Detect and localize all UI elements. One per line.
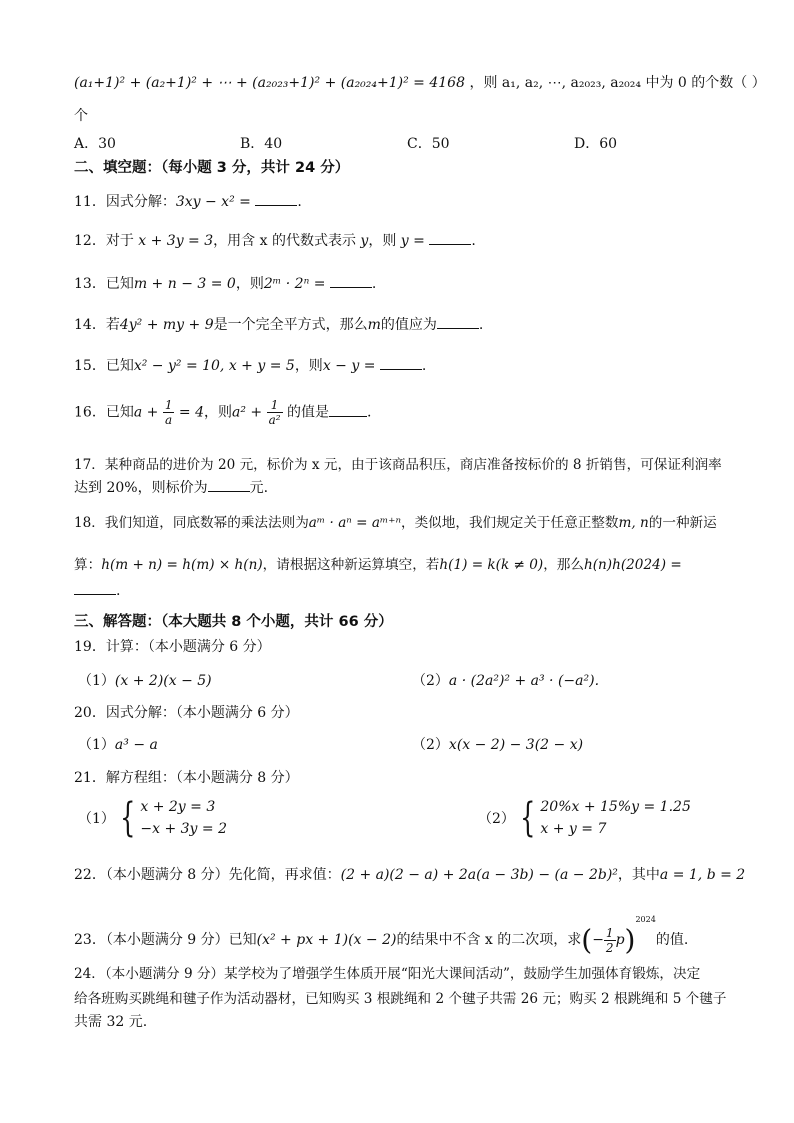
q18-text: 18．我们知道，同底数幂的乘法法则为 — [74, 515, 309, 531]
q12-text2: ，则 — [368, 233, 401, 249]
question-24-line2: 给各班购买跳绳和毽子作为活动器材，已知购买 3 根跳绳和 2 个毽子共需 26 元；购买 2 根跳绳和 5 个毽子 — [74, 991, 727, 1007]
q18-text4: 算： — [74, 557, 102, 573]
q15-expression: x² − y² = 10, x + y = 5 — [133, 358, 295, 374]
q18-vars: m, n — [618, 515, 649, 531]
q23-frac-num: 1 — [605, 925, 614, 940]
q16-prefix: 16．已知 — [74, 404, 134, 421]
q22-expression: (2 + a)(2 − a) + 2a(a − 3b) − (a − 2b)² — [340, 867, 618, 883]
q13-expression2: 2ᵐ · 2ⁿ = — [263, 276, 326, 292]
q17-answer-blank[interactable] — [208, 477, 250, 492]
question-14 — [74, 314, 483, 334]
q22-condition: a = 1, b = 2 — [659, 867, 746, 883]
q20-p2-label: （2） — [412, 737, 449, 753]
q18-text5: ，请根据这种新运算填空，若 — [262, 557, 440, 573]
q18-rule: aᵐ · aⁿ = aᵐ⁺ⁿ — [308, 515, 401, 531]
q20-p2-expression: x(x − 2) − 3(2 − x) — [448, 737, 584, 753]
question-15 — [74, 355, 426, 375]
q15-period: . — [421, 358, 427, 374]
q15-expression2: x − y = — [322, 358, 376, 374]
q15-answer-blank[interactable] — [380, 355, 422, 370]
q16-period: . — [367, 404, 372, 421]
q19-part2 — [412, 670, 599, 690]
q18-condition: h(1) = k(k ≠ 0) — [439, 557, 544, 573]
q23-minus: − — [592, 932, 604, 948]
q23-text2: 的结果中不含 x 的二次项，求 — [396, 932, 582, 948]
q23-paren-close: ) — [624, 923, 636, 957]
q19-p2-expression: a · (2a²)² + a³ · (−a²). — [448, 673, 600, 689]
q21-p1-eq1: x + 2y = 3 — [140, 799, 216, 815]
q12-expression2: y = — [400, 233, 425, 249]
q10-expression: (a₁+1)² + (a₂+1)² + ⋯ + (a₂₀₂₃+1)² + (a₂₀₂₄+1)² = 4168 — [74, 75, 465, 91]
q16-expr-a: a + — [133, 404, 159, 421]
q14-period: . — [478, 317, 484, 333]
q23-paren-open: ( — [581, 923, 593, 957]
q23-expression: (x² + px + 1)(x − 2) — [256, 932, 397, 948]
q18-text2: ，类似地，我们规定关于任意正整数 — [400, 515, 619, 531]
q23-tail: 的值. — [655, 932, 689, 948]
question-18-line2 — [74, 553, 682, 573]
q13-expression: m + n − 3 = 0 — [133, 276, 236, 292]
question-16 — [74, 398, 371, 427]
q21-p2-brace: { — [520, 795, 536, 841]
q10-line — [74, 72, 766, 92]
question-24-line3: 共需 32 元. — [74, 1014, 148, 1030]
q10-wrap: 个 — [74, 108, 88, 124]
q19-part1 — [78, 670, 212, 690]
q21-p1-label: （1） — [78, 811, 115, 827]
q14-text: 是一个完全平方式，那么 — [213, 317, 368, 333]
q20-part2 — [412, 734, 583, 754]
question-12 — [74, 230, 476, 250]
q16-frac1-num: 1 — [164, 398, 173, 412]
q16-fraction-1 — [163, 398, 175, 427]
q13-answer-blank[interactable] — [330, 273, 372, 288]
q12-expression: x + 3y = 3 — [138, 233, 214, 249]
q21-p2-eq1: 20%x + 15%y = 1.25 — [540, 799, 691, 815]
q16-text2: 的值是 — [287, 404, 330, 421]
q10-option-a: A．30 — [74, 136, 116, 152]
q16-text: ，则 — [204, 404, 232, 421]
q13-period: . — [371, 276, 377, 292]
q10-option-b: B．40 — [240, 136, 283, 152]
q12-text: ，用含 x 的代数式表示 — [213, 233, 361, 249]
q16-frac1-den: a — [165, 413, 173, 427]
q20-part1 — [78, 734, 158, 754]
q21-p1-eq2: −x + 3y = 2 — [140, 821, 227, 837]
question-24-line1: 24．（本小题满分 9 分）某学校为了增强学生体质开展“阳光大课间活动”，鼓励学生加强体育锻炼，决定 — [74, 966, 701, 982]
question-17-line1: 17．某种商品的进价为 20 元，标价为 x 元，由于该商品积压，商店准备按标价的 8 折销售，可保证利润率 — [74, 457, 722, 473]
q21-part2 — [478, 796, 691, 840]
q16-expr-b: = 4 — [178, 404, 204, 421]
q13-text: ，则 — [235, 276, 264, 292]
question-23 — [74, 915, 688, 957]
question-11 — [74, 191, 302, 211]
q19-title: 19．计算：（本小题满分 6 分） — [74, 639, 271, 655]
q20-p1-expression: a³ − a — [114, 737, 158, 753]
q14-text2: 的值应为 — [380, 317, 437, 333]
question-17-line2 — [74, 477, 268, 497]
q16-fraction-2 — [267, 398, 283, 427]
q21-p1-brace: { — [120, 795, 136, 841]
q12-answer-blank[interactable] — [429, 230, 471, 245]
q13-prefix: 13．已知 — [74, 276, 134, 292]
question-22 — [74, 864, 745, 884]
q23-exponent: 2024 — [635, 915, 656, 924]
q19-p1-label: （1） — [78, 673, 115, 689]
q16-frac2-num: 1 — [267, 398, 283, 413]
q16-frac2-den: a² — [268, 413, 281, 427]
q14-prefix: 14．若 — [74, 317, 120, 333]
q20-title: 20．因式分解：（本小题满分 6 分） — [74, 705, 299, 721]
q17-text: 达到 20%，则标价为 — [74, 480, 208, 496]
q10-text: ，则 a₁, a₂, ⋯, a₂₀₂₃, a₂₀₂₄ 中为 0 的个数（ ） — [469, 75, 766, 91]
q14-expression: 4y² + my + 9 — [119, 317, 214, 333]
q11-period: . — [297, 194, 302, 210]
q11-prefix: 11．因式分解： — [74, 194, 176, 210]
q21-p2-label: （2） — [478, 811, 515, 827]
q10-option-c: C．50 — [407, 136, 450, 152]
q22-tail: ，其中 — [617, 867, 660, 883]
question-18-line1 — [74, 511, 717, 531]
q19-p1-expression: (x + 2)(x − 5) — [114, 673, 212, 689]
q23-frac-den: 2 — [605, 940, 614, 955]
q15-text: ，则 — [294, 358, 323, 374]
q21-p2-eq2: x + y = 7 — [540, 821, 607, 837]
q18-text6: ，那么 — [543, 557, 584, 573]
q18-operation: h(m + n) = h(m) × h(n) — [101, 557, 263, 573]
question-13 — [74, 273, 376, 293]
q20-p1-label: （1） — [78, 737, 115, 753]
section-fill-in-heading: 二、填空题：（每小题 3 分，共计 24 分） — [74, 160, 350, 176]
q14-answer-blank[interactable] — [437, 314, 479, 329]
q21-part1 — [78, 796, 227, 840]
q22-text: 22．（本小题满分 8 分）先化简，再求值： — [74, 867, 341, 883]
q21-p1-system — [140, 796, 227, 840]
q18-period: . — [116, 583, 121, 599]
q12-prefix: 12．对于 — [74, 233, 139, 249]
question-18-line3 — [74, 580, 120, 599]
q21-title: 21．解方程组：（本小题满分 8 分） — [74, 770, 299, 786]
q21-p2-system — [540, 796, 690, 840]
q23-text: 23．（本小题满分 9 分）已知 — [74, 932, 257, 948]
q11-expression: 3xy − x² = — [175, 194, 251, 210]
q10-option-d: D．60 — [574, 136, 618, 152]
q23-var: p — [615, 932, 625, 948]
q18-answer-blank[interactable] — [74, 580, 116, 595]
q16-answer-blank[interactable] — [329, 402, 367, 417]
q18-text3: 的一种新运 — [648, 515, 717, 531]
q17-unit: 元. — [249, 480, 269, 496]
q23-fraction — [604, 926, 616, 955]
section-solve-heading: 三、解答题：（本大题共 8 个小题，共计 66 分） — [74, 614, 393, 630]
q18-ask: h(n)h(2024) = — [583, 557, 682, 573]
q15-prefix: 15．已知 — [74, 358, 134, 374]
q16-expr-c: a² + — [232, 404, 263, 421]
q14-var: m — [367, 317, 381, 333]
q19-p2-label: （2） — [412, 673, 449, 689]
q12-period: . — [471, 233, 476, 249]
q12-var: y — [360, 233, 369, 249]
q11-answer-blank[interactable] — [255, 191, 297, 206]
